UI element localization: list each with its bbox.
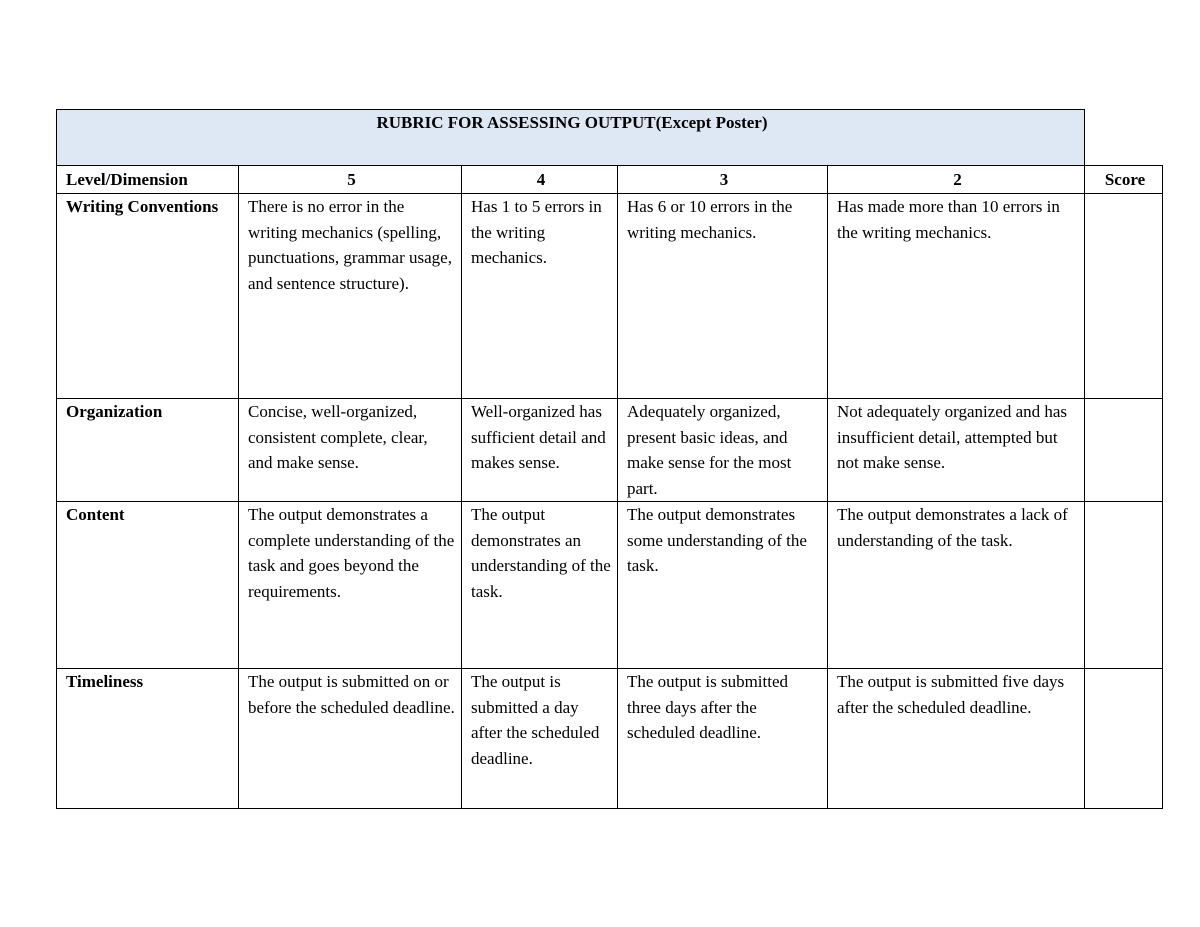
header-level-2: 2 [828, 166, 1085, 194]
row-level-2: The output demonstrates a lack of understanding of the task. [828, 502, 1085, 669]
title-row [57, 110, 1163, 166]
row-level-4: The output demonstrates an understanding of the task. [462, 502, 618, 669]
row-level-2: Not adequately organized and has insufficient detail, attempted but not make sense. [828, 399, 1085, 502]
row-level-3: The output demonstrates some understanding of the task. [618, 502, 828, 669]
row-level-3: Adequately organized, present basic ideas, and make sense for the most part. [618, 399, 828, 502]
header-level-5: 5 [239, 166, 462, 194]
row-level-5: The output is submitted on or before the scheduled deadline. [239, 669, 462, 809]
row-level-5: Concise, well-organized, consistent complete, clear, and make sense. [239, 399, 462, 502]
table-row [57, 399, 1163, 502]
row-dimension: Writing Conventions [57, 194, 239, 399]
row-dimension: Timeliness [57, 669, 239, 809]
rubric-table [56, 109, 1163, 809]
row-level-4: Well-organized has sufficient detail and makes sense. [462, 399, 618, 502]
row-score [1085, 399, 1163, 502]
header-level-4: 4 [462, 166, 618, 194]
header-score: Score [1085, 166, 1163, 194]
row-level-5: The output demonstrates a complete understanding of the task and goes beyond the requirements. [239, 502, 462, 669]
row-dimension: Organization [57, 399, 239, 502]
row-level-5: There is no error in the writing mechanics (spelling, punctuations, grammar usage, and sentence structure). [239, 194, 462, 399]
row-level-3: Has 6 or 10 errors in the writing mechanics. [618, 194, 828, 399]
row-score [1085, 669, 1163, 809]
table-row [57, 502, 1163, 669]
row-level-3: The output is submitted three days after the scheduled deadline. [618, 669, 828, 809]
row-level-2: Has made more than 10 errors in the writing mechanics. [828, 194, 1085, 399]
row-score [1085, 194, 1163, 399]
rubric-title: RUBRIC FOR ASSESSING OUTPUT(Except Poster) [57, 110, 1085, 166]
row-level-4: Has 1 to 5 errors in the writing mechanics. [462, 194, 618, 399]
row-dimension: Content [57, 502, 239, 669]
header-level-dimension: Level/Dimension [57, 166, 239, 194]
table-row [57, 194, 1163, 399]
row-level-2: The output is submitted five days after the scheduled deadline. [828, 669, 1085, 809]
table-row [57, 669, 1163, 809]
row-score [1085, 502, 1163, 669]
title-blank-cell [1085, 110, 1163, 166]
row-level-4: The output is submitted a day after the scheduled deadline. [462, 669, 618, 809]
header-level-3: 3 [618, 166, 828, 194]
header-row [57, 166, 1163, 194]
